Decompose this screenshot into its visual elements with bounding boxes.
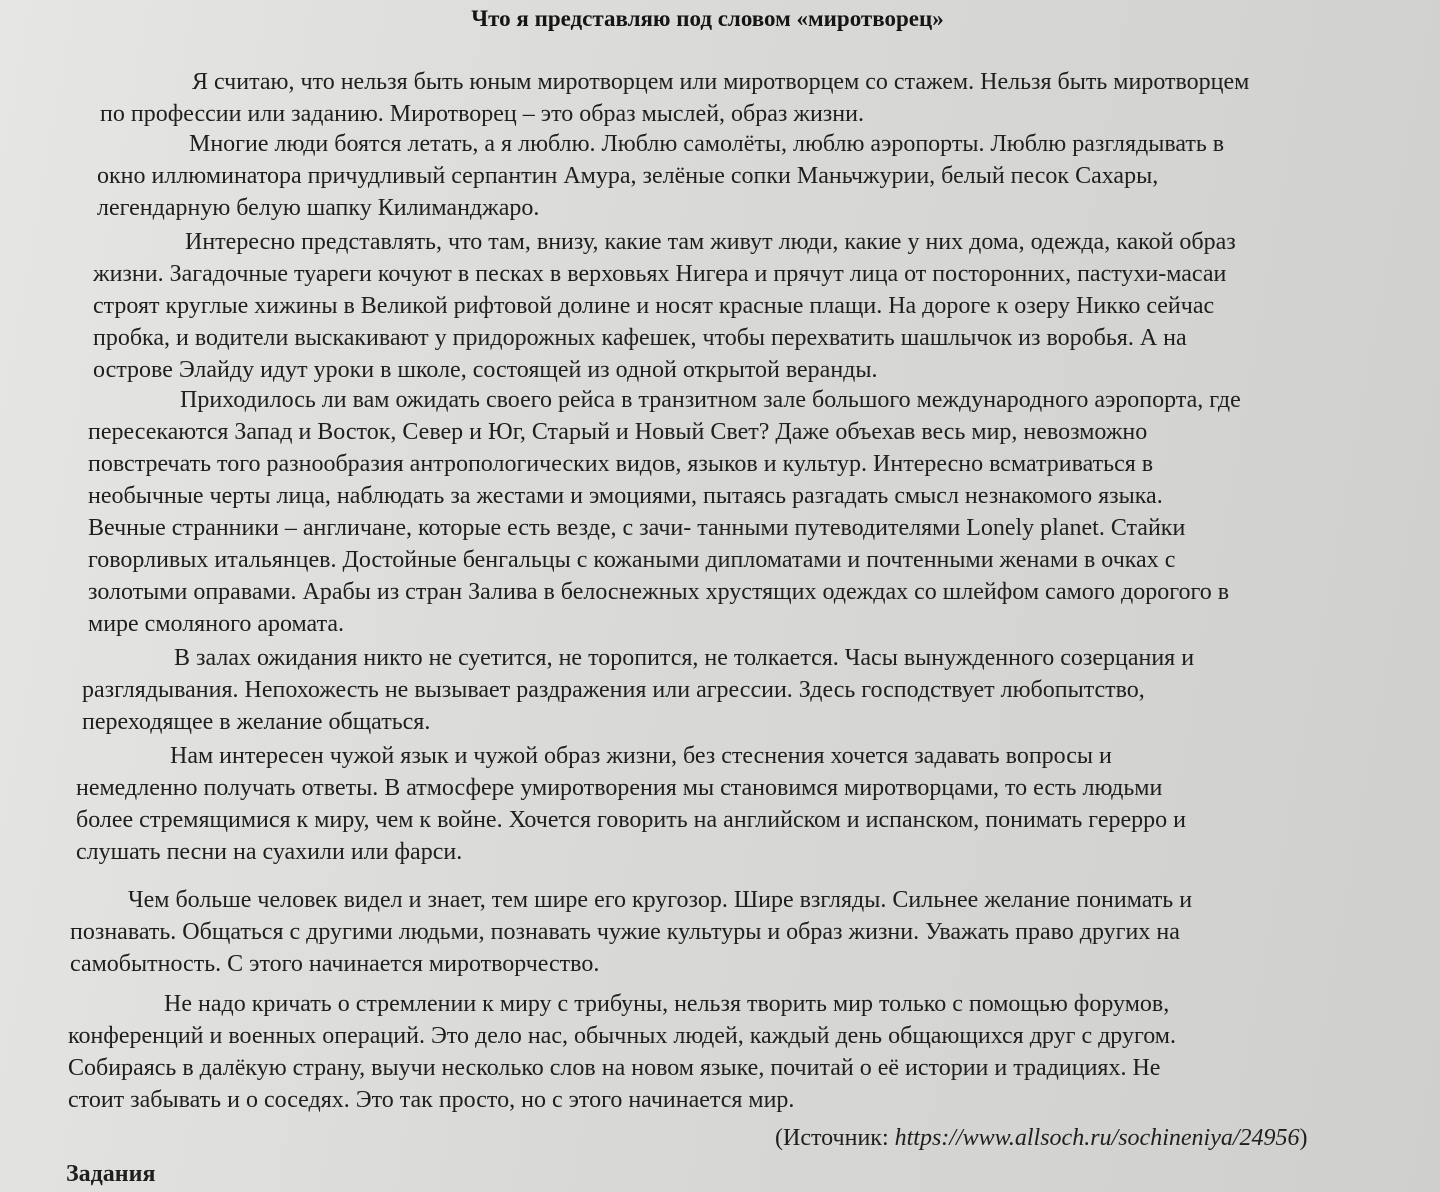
source-prefix: (Источник: [775, 1125, 895, 1151]
paragraph-line: Вечные странники – англичане, которые есть везде, с зачи- танными путеводителями Lonely planet. Стайки [88, 515, 1186, 541]
source-citation [775, 1122, 1308, 1154]
paragraph-line: стоит забывать и о соседях. Это так просто, но с этого начинается мир. [68, 1087, 795, 1113]
paragraph-line: Интересно представлять, что там, внизу, какие там живут люди, какие у них дома, одежда, какой образ [185, 229, 1236, 255]
paragraph-line: окно иллюминатора причудливый серпантин Амура, зелёные сопки Маньчжурии, белый песок Сахары, [97, 163, 1159, 189]
paragraph-2 [97, 128, 1224, 224]
paragraph-4 [88, 384, 1241, 640]
paragraph-line: разглядывания. Непохожесть не вызывает раздражения или агрессии. Здесь господствует любопытство, [82, 677, 1145, 703]
paragraph-line: Приходилось ли вам ожидать своего рейса в транзитном зале большого международного аэропорта, где [180, 387, 1241, 413]
paragraph-line: Не надо кричать о стремлении к миру с трибуны, нельзя творить мир только с помощью форумов, [164, 991, 1170, 1017]
paragraph-line: говорливых итальянцев. Достойные бенгальцы с кожаными дипломатами и почтенными женами в очках с [88, 547, 1176, 573]
paragraph-line: слушать песни на суахили или фарси. [76, 839, 463, 865]
document-title: Что я представляю под словом «миротворец» [471, 6, 944, 31]
source-url: https://www.allsoch.ru/sochineniya/24956 [894, 1125, 1300, 1151]
paragraph-line: строят круглые хижины в Великой рифтовой долине и носят красные плащи. На дороге к озеру Никко сейчас [93, 293, 1215, 319]
paragraph-line: более стремящимися к миру, чем к войне. Хочется говорить на английском и испанском, понимать герерро и [76, 807, 1186, 833]
paragraph-line: Я считаю, что нельзя быть юным миротворцем или миротворцем со стажем. Нельзя быть миротворцем [192, 69, 1250, 95]
paragraph-line: Многие люди боятся летать, а я люблю. Люблю самолёты, люблю аэропорты. Люблю разглядывать в [189, 131, 1225, 157]
tasks-heading: Задания [66, 1161, 156, 1187]
paragraph-line: В залах ожидания никто не суетится, не торопится, не толкается. Часы вынужденного созерцания и [174, 645, 1195, 671]
paragraph-6 [76, 740, 1186, 868]
paragraph-line: познавать. Общаться с другими людьми, познавать чужие культуры и образ жизни. Уважать право других на [70, 919, 1180, 945]
paragraph-7 [70, 884, 1192, 980]
paragraph-line: острове Элайду идут уроки в школе, состоящей из одной открытой веранды. [93, 357, 878, 383]
paragraph-line: необычные черты лица, наблюдать за жестами и эмоциями, пытаясь разгадать смысл незнакомого языка. [88, 483, 1163, 509]
source-suffix: ) [1299, 1125, 1308, 1151]
paragraph-line: жизни. Загадочные туареги кочуют в песках в верховьях Нигера и прячут лица от посторонних, пастухи-масаи [93, 261, 1227, 287]
paragraph-line: пересекаются Запад и Восток, Север и Юг, Старый и Новый Свет? Даже объехав весь мир, невозможно [88, 419, 1148, 445]
paragraph-3 [93, 226, 1236, 386]
paragraph-line: конференций и военных операций. Это дело нас, обычных людей, каждый день общающихся друг с другом. [68, 1023, 1176, 1049]
paragraph-line: золотыми оправами. Арабы из стран Залива в белоснежных хрустящих одеждах со шлейфом самого дорогого в [88, 579, 1230, 605]
paragraph-line: Нам интересен чужой язык и чужой образ жизни, без стеснения хочется задавать вопросы и [170, 743, 1112, 769]
paragraph-line: самобытность. С этого начинается миротворчество. [70, 951, 600, 977]
paragraph-line: пробка, и водители выскакивают у придорожных кафешек, чтобы перехватить шашлычок из воробья. А на [93, 325, 1187, 351]
paragraph-line: легендарную белую шапку Килиманджаро. [97, 195, 540, 221]
paragraph-5 [82, 642, 1194, 738]
paragraph-line: повстречать того разнообразия антропологических видов, языков и культур. Интересно всматриваться в [88, 451, 1154, 477]
paragraph-line: по профессии или заданию. Миротворец – это образ мыслей, образ жизни. [100, 101, 864, 127]
paragraph-8 [68, 988, 1176, 1116]
paragraph-line: переходящее в желание общаться. [82, 709, 431, 735]
paragraph-line: немедленно получать ответы. В атмосфере умиротворения мы становимся миротворцами, то есть людьми [76, 775, 1163, 801]
paragraph-1 [100, 66, 1249, 130]
paragraph-line: Собираясь в далёкую страну, выучи несколько слов на новом языке, почитай о её истории и традициях. Не [68, 1055, 1161, 1081]
paragraph-line: Чем больше человек видел и знает, тем шире его кругозор. Шире взгляды. Сильнее желание понимать и [128, 887, 1193, 913]
paragraph-line: мире смоляного аромата. [88, 611, 344, 637]
